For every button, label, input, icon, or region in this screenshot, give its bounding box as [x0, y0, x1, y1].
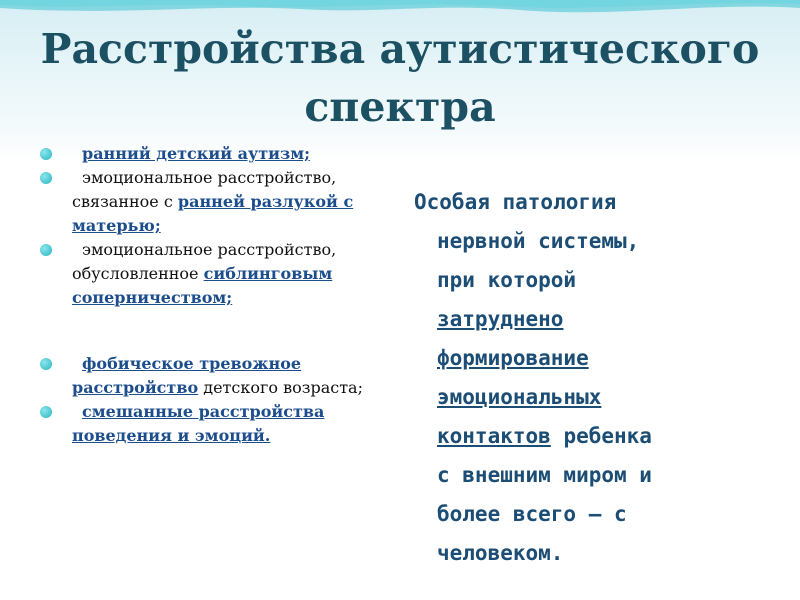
- link-early-autism[interactable]: ранний детский аутизм;: [82, 144, 311, 163]
- disorder-list: [40, 142, 385, 448]
- link-difficult[interactable]: затруднено: [437, 307, 564, 331]
- link-phobic-anxiety[interactable]: фобическое тревожное расстройство: [72, 354, 302, 397]
- bullet-icon: [40, 406, 52, 418]
- title-line-2: спектра: [304, 83, 496, 131]
- link-contacts[interactable]: контактов: [437, 424, 551, 448]
- link-emotional[interactable]: эмоциональных: [437, 385, 602, 409]
- list-item: [40, 352, 385, 400]
- title-line-1: Расстройства аутистического: [40, 25, 760, 73]
- link-separation[interactable]: ранней разлукой с матерью;: [72, 192, 354, 235]
- bullet-icon: [40, 172, 52, 184]
- definition-line: человеком.: [437, 541, 564, 565]
- list-item: [40, 400, 385, 448]
- definition-text-fragment: ребенка: [563, 424, 652, 448]
- bullet-icon: [40, 244, 52, 256]
- definition-line: с внешним миром и: [437, 463, 652, 487]
- link-sibling-rivalry[interactable]: сиблинговым соперничеством;: [72, 264, 333, 307]
- list-item: [40, 238, 385, 310]
- list-item-text: эмоциональное расстройство, связанное с: [72, 168, 337, 211]
- slide-title: [20, 20, 780, 136]
- list-item-text: детского возраста;: [203, 378, 363, 397]
- list-item: [40, 142, 385, 166]
- definition-line: при которой: [437, 268, 577, 292]
- link-formation[interactable]: формирование: [437, 346, 589, 370]
- list-item: [40, 166, 385, 238]
- link-mixed-disorders[interactable]: смешанные расстройства поведения и эмоций.: [72, 402, 325, 445]
- bullet-icon: [40, 148, 52, 160]
- definition-text: [414, 183, 786, 573]
- definition-line: более всего — с: [437, 502, 627, 526]
- list-item-text: эмоциональное расстройство, обусловленное: [72, 240, 337, 283]
- definition-line: Особая патология: [414, 190, 617, 214]
- definition-line: нервной системы,: [437, 229, 640, 253]
- bullet-icon: [40, 358, 52, 370]
